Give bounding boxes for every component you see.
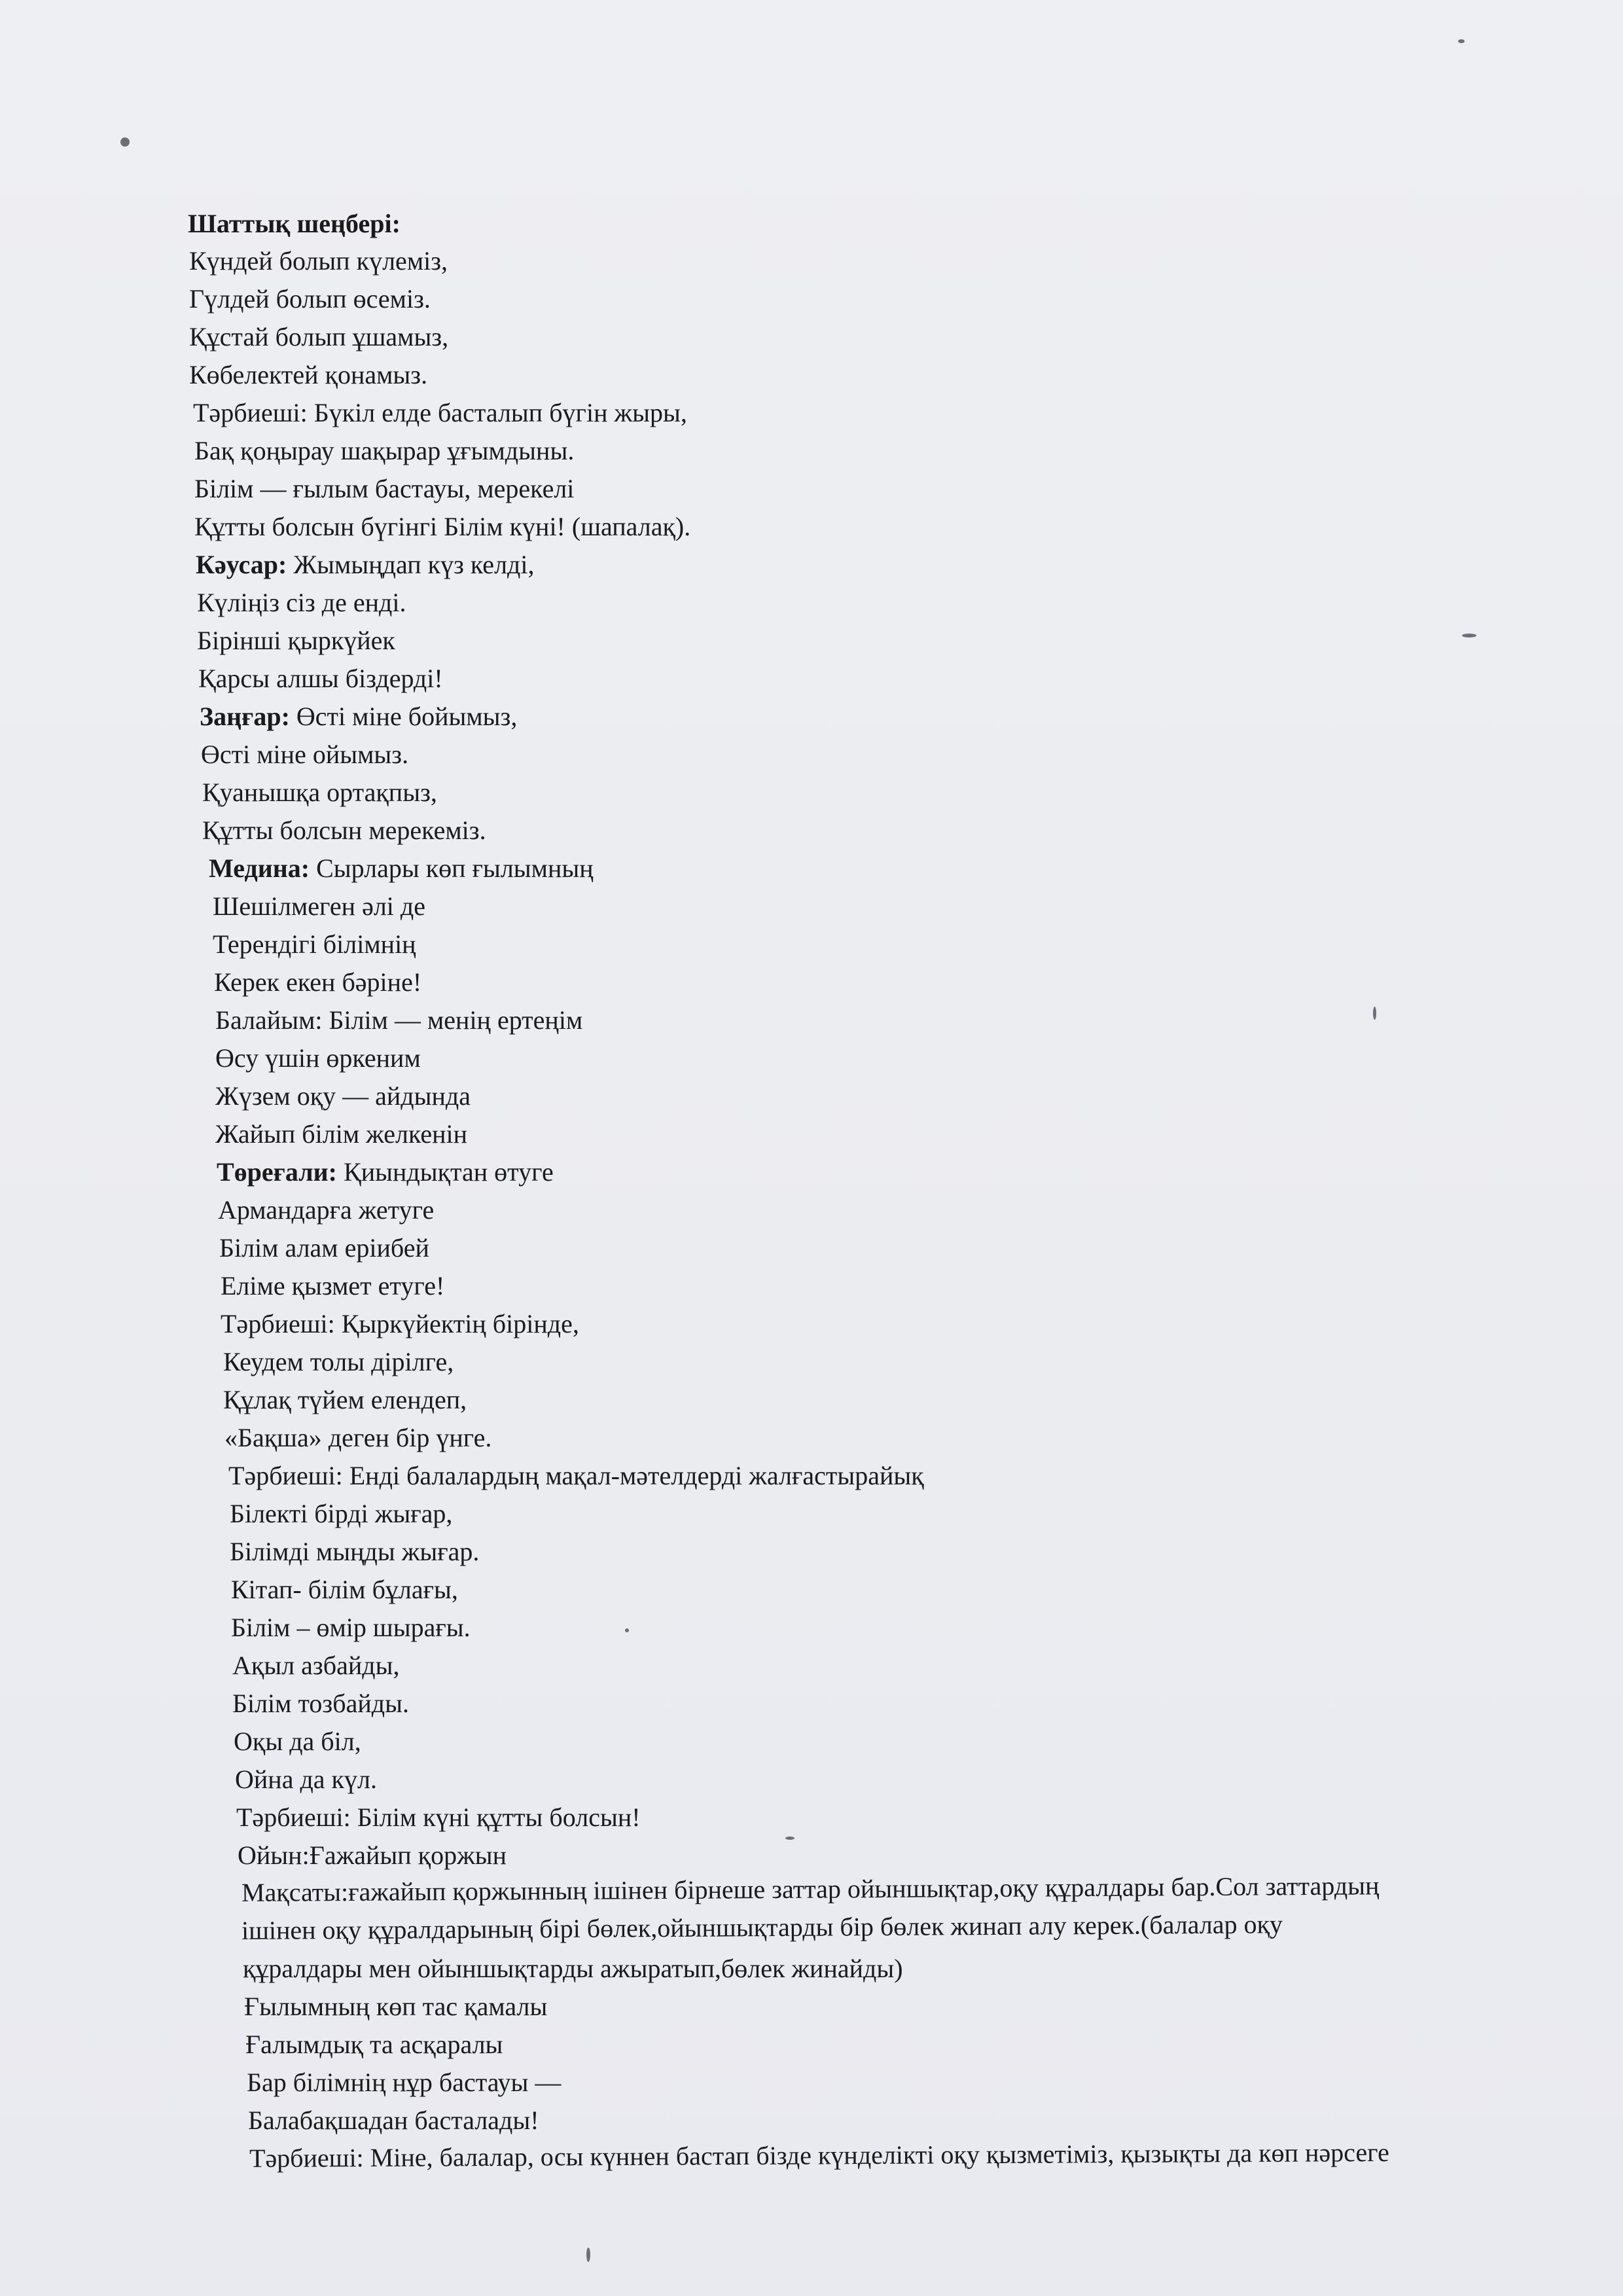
poem-line: Керек екен бәріне! (214, 967, 422, 997)
poem-line: Бақ қоңырау шақырар ұғымдыны. (194, 436, 575, 465)
poem-line (217, 1157, 554, 1188)
poem-line: Кітап- білім бұлағы, (231, 1575, 458, 1604)
poem-line: Білім алам еріибей (219, 1233, 429, 1263)
poem-line: Қуанышқа ортақпыз, (202, 778, 437, 807)
scan-speck (785, 1837, 794, 1840)
poem-line: Кеудем толы дірілге, (223, 1347, 454, 1376)
poem-line: Гүлдей болып өсеміз. (189, 284, 431, 314)
scan-speck (120, 137, 130, 147)
poem-line: Құтты болсын бүгінгі Білім күні! (шапалақ). (194, 512, 691, 541)
poem-line: Тәрбиеші: Енді балалардың мақал-мәтелдерді жалғастырайық (228, 1461, 924, 1490)
poem-line: Тәрбиеші: Бүкіл елде басталып бүгін жыры, (193, 398, 687, 427)
poem-line: Ғылымның көп тас қамалы (244, 1992, 548, 2021)
scan-speck (586, 2248, 590, 2262)
scan-speck (1373, 1007, 1376, 1020)
line-text: Қиындықтан өтуге (337, 1157, 554, 1187)
poem-line: Еліме қызмет етуге! (221, 1271, 445, 1300)
scan-speck (1462, 634, 1476, 637)
poem-line: Білім – өмір шырағы. (231, 1613, 471, 1642)
poem-line: «Бақша» деген бір үнге. (224, 1423, 492, 1452)
line-text: Сырлары көп ғылымның (310, 853, 594, 883)
line-text: Жымыңдап күз келді, (287, 550, 535, 579)
poem-line: Балайым: Білім — менің ертеңім (215, 1005, 583, 1035)
game-goal-line-2: ішінен оқу құралдарының бірі бөлек,ойыншықтарды бір бөлек жинап алу керек.(балалар оқу (241, 1909, 1283, 1945)
poem-line: Білім тозбайды. (232, 1689, 409, 1718)
poem-line: Тәрбиеші: Білім күні құтты болсын! (236, 1803, 641, 1832)
poem-line: Балабақшадан басталады! (248, 2106, 539, 2135)
speaker-name: Кәусар: (196, 550, 287, 579)
poem-line: Көбелектей қонамыз. (189, 360, 428, 389)
poem-line: Ақыл азбайды, (232, 1651, 400, 1680)
poem-line: Ойна да күл. (235, 1765, 377, 1794)
scan-speck (625, 1628, 629, 1632)
poem-line: Құлақ түйем елендеп, (223, 1385, 467, 1414)
poem-line: Оқы да біл, (234, 1727, 361, 1756)
poem-line: құралдары мен ойыншықтарды ажыратып,бөлек жинайды) (243, 1954, 903, 1983)
poem-line: Жүзем оқу — айдында (215, 1081, 471, 1111)
poem-line: Шешілмеген әлі де (213, 891, 426, 921)
speaker-name: Медина: (209, 853, 310, 883)
poem-line: Қарсы алшы біздерді! (198, 664, 443, 693)
poem-line: Өсу үшін өркеним (215, 1043, 421, 1073)
speaker-name: Заңғар: (200, 702, 290, 731)
scan-speck (1458, 39, 1465, 43)
poem-line: Терендігі білімнің (213, 929, 416, 959)
poem-line: Ғалымдық та асқаралы (245, 2030, 503, 2059)
poem-line: Бірінші қыркүйек (197, 626, 395, 655)
poem-line: Білім — ғылым бастауы, мерекелі (194, 474, 575, 503)
game-goal-line-1: Мақсаты:ғажайып қоржынның ішінен бірнеше заттар ойыншықтар,оқу құралдары бар.Сол заттардың (241, 1871, 1380, 1907)
poem-line: Өсті міне ойымыз. (201, 740, 409, 769)
closing-line: Тәрбиеші: Міне, балалар, осы күннен бастап бізде күнделікті оқу қызметіміз, қызықты да көп нәрсеге (249, 2137, 1389, 2173)
poem-line: Армандарға жетуге (218, 1195, 435, 1225)
poem-line: Жайып білім желкенін (215, 1119, 468, 1149)
poem-line: Ойын:Ғажайып қоржын (238, 1840, 507, 1870)
speaker-name: Төреғали: (217, 1157, 338, 1187)
poem-line: Құстай болып ұшамыз, (189, 322, 449, 351)
poem-line (209, 853, 594, 884)
poem-line: Білімді мыңды жығар. (230, 1537, 480, 1566)
poem-line: Бар білімнің нұр бастауы — (247, 2068, 562, 2097)
poem-line: Білекті бірді жығар, (230, 1499, 453, 1528)
poem-line: Құтты болсын мерекеміз. (202, 816, 486, 845)
poem-line: Тәрбиеші: Қыркүйектің бірінде, (221, 1309, 579, 1338)
heading-shattyq-shenberi: Шаттық шеңбері: (188, 209, 401, 238)
poem-line (200, 701, 517, 732)
poem-line (196, 549, 535, 581)
line-text: Өсті міне бойымыз, (289, 702, 518, 731)
poem-line: Күндей болып күлеміз, (189, 246, 448, 276)
poem-line: Күліңіз сіз де енді. (197, 588, 406, 617)
